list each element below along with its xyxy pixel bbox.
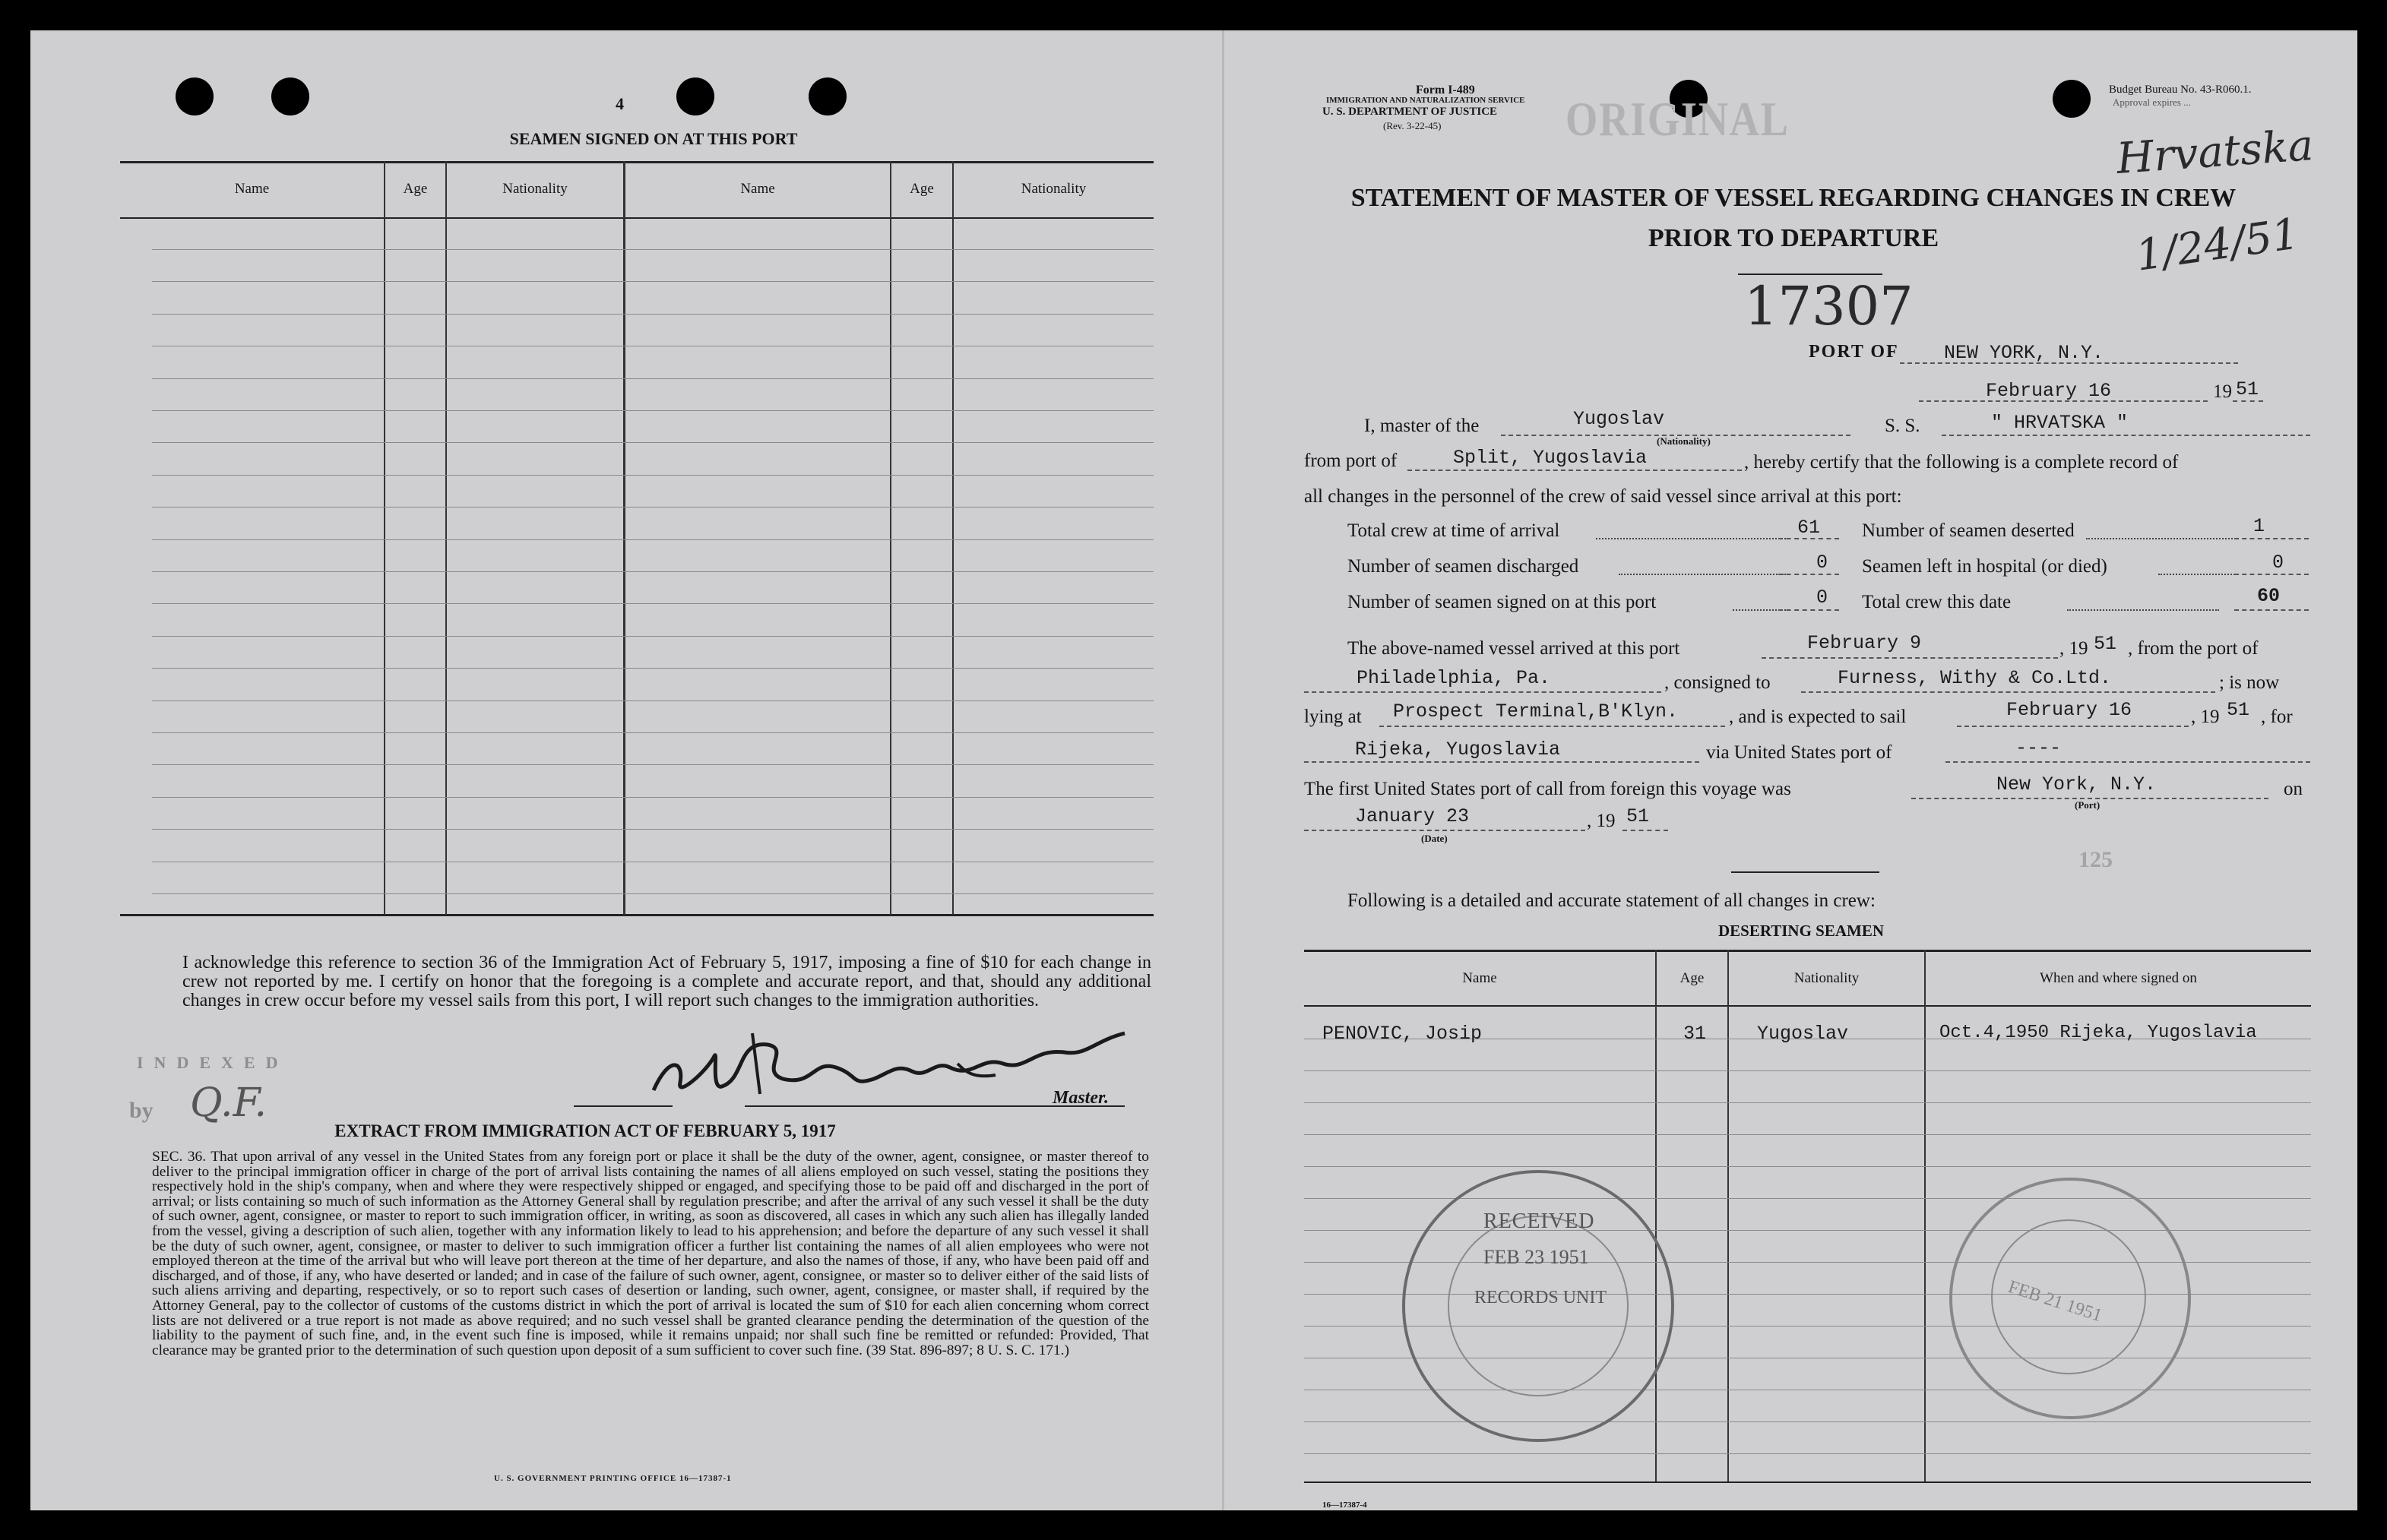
agency-line-2: U. S. DEPARTMENT OF JUSTICE	[1322, 106, 1498, 118]
table-row	[152, 603, 1154, 604]
lying-at-label: lying at	[1304, 707, 1362, 727]
table-bottom-rule	[120, 914, 1154, 916]
separator-rule	[1731, 871, 1879, 873]
stat-value-hospital: 0	[2272, 552, 2284, 574]
via-port-value: ----	[2015, 737, 2062, 759]
punch-hole	[809, 77, 847, 115]
statement-date: February 16	[1986, 380, 2112, 402]
table-row	[152, 668, 1154, 669]
all-changes-text: all changes in the personnel of the crew of said vessel since arrival at this port:	[1304, 486, 1902, 507]
approval-note: Approval expires ...	[2113, 96, 2191, 108]
from-port-value: Split, Yugoslavia	[1453, 447, 1648, 469]
column-header-age: Age	[403, 181, 428, 197]
table-row	[152, 475, 1154, 476]
from-port-label: from port of	[1304, 451, 1398, 471]
stat-leader	[1596, 538, 1786, 539]
document-scan: 4 SEAMEN SIGNED ON AT THIS PORT Name Age Nationality Name Age Nationality I acknowledge this reference to section 36 of the Immigration Act of February 5, 1917, imposing a fine of $10 for each change in crew not reported by me. I certify on honor that the foregoing is a complete and accurate report, and that, should any additional changes in crew occur before my vessel sails from this port, I will report such changes to the immigration authorities. INDEXED by Q.F. Master. EXTRACT FROM IMMIGRATION ACT OF FEBRUARY 5, 1917 SEC. 36. That upon arrival of any vessel in the United States from any foreign port or place it shall be the duty of the owner, agent, consignee, or master thereof to deliver to the principal immigration officer in charge of the port of arrival lists containing the names of all aliens employed on such vessel, stating the positions they respectively hold in the ship's company, when and where they were respectively shipped or engaged, and specifying those to be paid off and discharged in the port of arrival; or lists containing so much of such information as the Attorney General shall by regulation prescribe; and after the arrival of any such vessel it shall be the duty of such owner, agent, consignee, or master to report to such immigration officer, in writing, as soon as discovered, all cases in which any such alien has illegally landed from the vessel, giving a description of such alien, together with any information likely to lead to his apprehension; and before the departure of any such vessel it shall be the duty of such owner, agent, consignee, or master to deliver to such immigration officer a further list containing the names of all alien employees who were not employed thereon at the time of the arrival but who will leave port thereon at the time of her departure, and also the names of those, if any, who have been paid off and discharged, and of those, if any, who have deserted or landed; and in case of the failure of such owner, agent, consignee, or master so to deliver either of the said lists of such aliens arriving and departing, respectively, or so to report such cases of desertion or landing, such owner, agent, consignee, or master shall, if required by the Attorney General, pay to the collector of customs of the customs district in which the port of arrival is located the sum of $10 for each alien concerning whom correct lists are not delivered or a true report is not made as above required; and no such vessel shall be granted clearance pending the determination of the question of the liability to the payment of such fine, and, in the event such fine is imposed, while it remains unpaid; nor shall such fine be remitted or refunded: Provided, That clearance may be granted prior to the determination of such question upon deposit of a sum sufficient to cover such fine. (39 Stat. 896-897; 8 U. S. C. 171.) U. S. GOVERNMENT PRINTING OFFICE 16—17387-1 Form I-489 IMMIGRATION AND NATURALIZATION SERVICE U. S. DEPARTMENT OF JUSTICE (Rev. 3-22-45) ORIGINAL Budget Bureau No. 43-R060.1. Approval expires ... Hrvatska 1/24/51 STATEMENT OF MASTER OF VESSEL REGARDING CHANGES IN CREW PRIOR TO DEPARTURE 17307 PORT OF NEW YORK, N.Y. February 16 19 51 I, master of the Yugoslav (Nationality) S. S. " HRVATSKA " from port of Split, Yugoslavia , hereby certify that the following is a complete record of all changes in the personnel of the crew of said vessel since arrival at this port: Total crew at time of arrival 61 Number of seamen discharged 0 Number of seamen signed on at this port 0 Number of seamen deserted 1 Seamen left in hospital (or died) 0 Total crew this date 60 The above-named vessel arrived at this port February 9 , 19 51 , from the port of Philadelphia, Pa. , consigned to Furness, Withy & Co.Ltd. ; is now lying at Prospect Terminal,B'Klyn. , and is expected to sail February 16 , 19 51 , for Rijeka, Yugoslavia via United States port of ---- The first United States port of call from foreign this voyage was New York, N.Y. (Port) on January 23 (Date) , 19 51 125 Following is a detailed and accurate statement of all changes in crew: DESERTING SEAMEN Name Age Nationality When and where signed on PENOVIC, Josip 31 Yugoslav Oct.4,1950 Rijeka, Yugoslavia RECEIVED FEB 23 1951 RECORDS UNIT FEB 21 1951 16—17387-4	[30, 30, 2357, 1510]
column-header-nationality: Nationality	[1793, 970, 1860, 986]
stat-value-total-crew-arrival: 61	[1797, 517, 1821, 539]
from-port-line	[1407, 470, 1742, 471]
column-header-age: Age	[910, 181, 934, 197]
agency-line-1: IMMIGRATION AND NATURALIZATION SERVICE	[1326, 96, 1525, 105]
column-header-nationality: Nationality	[502, 181, 568, 197]
stamp-number: 125	[2078, 847, 2113, 872]
column-header-signed-on: When and where signed on	[2040, 970, 2197, 986]
first-year: 51	[1626, 805, 1650, 827]
ss-label: S. S.	[1885, 416, 1920, 436]
arrived-year: 51	[2094, 633, 2117, 655]
signature-line	[574, 1105, 673, 1107]
consigned-to-label: , consigned to	[1664, 672, 1771, 693]
column-header-name: Name	[234, 181, 270, 197]
table-row	[152, 764, 1154, 765]
stat-leader	[2067, 609, 2219, 611]
first-year-line	[1622, 830, 1668, 831]
stat-value-discharged: 0	[1816, 552, 1828, 574]
stat-value-total-crew-date: 60	[2257, 585, 2281, 607]
stat-line	[2234, 609, 2309, 611]
on-label: on	[2284, 779, 2303, 799]
table-header-rule	[1304, 1005, 2311, 1007]
table-row	[152, 700, 1154, 701]
year-prefix: 19	[1596, 811, 1616, 831]
year-line	[2233, 400, 2263, 402]
stat-label-deserted: Number of seamen deserted	[1862, 520, 2075, 541]
table-row	[152, 249, 1154, 250]
i-master-label: I, master of the	[1364, 416, 1480, 436]
punch-hole	[676, 77, 714, 115]
first-date: January 23	[1355, 805, 1470, 827]
punch-hole	[176, 77, 214, 115]
column-divider	[1924, 950, 1926, 1481]
column-divider	[384, 161, 385, 915]
statement-year: 51	[2236, 378, 2259, 400]
vessel-nationality: Yugoslav	[1573, 408, 1665, 430]
port-of-value: NEW YORK, N.Y.	[1944, 342, 2104, 364]
deserter-name: PENOVIC, Josip	[1322, 1023, 1483, 1045]
table-top-rule	[1304, 950, 2311, 952]
column-divider	[1655, 950, 1657, 1481]
stat-label-hospital: Seamen left in hospital (or died)	[1862, 556, 2107, 577]
consignee-line	[1801, 691, 2215, 693]
table-row	[152, 410, 1154, 411]
table-top-rule	[120, 161, 1154, 163]
deserter-age: 31	[1683, 1023, 1707, 1045]
indexed-by-label: by	[129, 1098, 154, 1123]
table-row-rule	[1304, 1134, 2311, 1135]
form-title-line-2: PRIOR TO DEPARTURE	[1648, 224, 1939, 252]
stat-value-deserted: 1	[2253, 515, 2265, 537]
sail-year: 51	[2227, 699, 2250, 721]
is-now-label: ; is now	[2219, 672, 2280, 693]
stat-leader	[2086, 538, 2238, 539]
master-label: Master.	[1053, 1088, 1110, 1108]
stat-label-total-crew-date: Total crew this date	[1862, 592, 2012, 612]
section-title: SEAMEN SIGNED ON AT THIS PORT	[509, 129, 798, 148]
table-row	[152, 442, 1154, 443]
table-row	[152, 571, 1154, 572]
left-footer: U. S. GOVERNMENT PRINTING OFFICE 16—17387-1	[494, 1474, 732, 1483]
lying-at-value: Prospect Terminal,B'Klyn.	[1393, 700, 1679, 723]
stamp-received-date: FEB 23 1951	[1483, 1246, 1589, 1268]
extract-body: SEC. 36. That upon arrival of any vessel in the United States from any foreign port or place it shall be the duty of the owner, agent, consignee, or master thereof to deliver to the principal immigration officer in charge of the port of arrival lists containing the names of all aliens employed on such vessel, stating the positions they respectively hold in the ship's company, when and where they were respectively shipped or engaged, and specifying those to be paid off and discharged in the port of arrival; or lists containing so much of such information as the Attorney General shall by regulation prescribe; and after the arrival of any such vessel it shall be the duty of such owner, agent, consignee, or master to report to such immigration officer, in writing, as soon as discovered, all cases in which any such alien has illegally landed from the vessel, giving a description of such alien, together with any information likely to lead to his apprehension; and before the departure of any such vessel it shall be the duty of such owner, agent, consignee, or master to deliver to such immigration officer a further list containing the names of all alien employees who were not employed thereon at the time of the arrival but who will leave port thereon at the time of her departure, and also the names of those, if any, who have been paid off and discharged, and of those, if any, who have deserted or landed; and in case of the failure of such owner, agent, consignee, or master so to deliver either of the said lists of such aliens arriving and departing, respectively, or so to report such cases of desertion or landing, such owner, agent, consignee, or master shall, if required by the Attorney General, pay to the collector of customs of the customs district in which the port of arrival is located the sum of $10 for each alien concerning whom correct lists are not delivered or a true report is not made as above required; and no such vessel shall be granted clearance pending the determination of the question of the liability to the payment of such fine, and, in the event such fine is imposed, while it remains unpaid; nor shall such fine be remitted or refunded: Provided, That clearance may be granted prior to the determination of such question upon deposit of a sum sufficient to cover such fine. (39 Stat. 896-897; 8 U. S. C. 171.)	[152, 1149, 1149, 1358]
stat-leader	[1619, 574, 1786, 575]
port-of-label: PORT OF	[1809, 342, 1899, 362]
stat-value-signed-on: 0	[1816, 587, 1828, 609]
stamp-received-text: RECEIVED	[1483, 1210, 1595, 1233]
via-port-label: via United States port of	[1706, 742, 1892, 763]
from-port-2-line	[1304, 691, 1661, 693]
form-title-line-1: STATEMENT OF MASTER OF VESSEL REGARDING CHANGES IN CREW	[1350, 184, 2237, 212]
table-row-rule	[1304, 1102, 2311, 1103]
stat-line	[1778, 609, 1839, 611]
table-row	[152, 797, 1154, 798]
stat-line	[1778, 574, 1839, 575]
stat-line	[2234, 574, 2309, 575]
table-row	[152, 314, 1154, 315]
page-number: 4	[616, 94, 624, 113]
lying-at-line	[1379, 726, 1725, 727]
destination: Rijeka, Yugoslavia	[1355, 738, 1561, 761]
nationality-caption: (Nationality)	[1657, 435, 1711, 447]
acknowledgement-text: I acknowledge this reference to section 36 of the Immigration Act of February 5, 1917, imposing a fine of $10 for each change in crew not reported by me. I certify on honor that the foregoing is a complete and accurate report, and that, should any additional changes in crew occur before my vessel sails from this port, I will report such changes to the immigration authorities.	[182, 953, 1151, 1010]
revision-date: (Rev. 3-22-45)	[1383, 120, 1442, 131]
destination-line	[1304, 761, 1699, 763]
handwritten-date: 1/24/51	[2132, 209, 2303, 281]
table-row-rule	[1304, 1070, 2311, 1071]
table-row	[152, 507, 1154, 508]
column-divider	[623, 161, 625, 915]
via-port-line	[1945, 761, 2310, 763]
from-the-port-label: , from the port of	[2128, 638, 2259, 659]
deserter-signed-on: Oct.4,1950 Rijeka, Yugoslavia	[1939, 1023, 2257, 1043]
table-row	[152, 281, 1154, 282]
column-header-name: Name	[1462, 970, 1497, 986]
year-prefix: 19	[2069, 638, 2088, 659]
stat-label-discharged: Number of seamen discharged	[1347, 556, 1579, 577]
table-header-rule	[120, 217, 1154, 219]
sail-date: February 16	[2006, 699, 2132, 721]
page-fold	[1222, 30, 1224, 1510]
stat-label-total-crew-arrival: Total crew at time of arrival	[1347, 520, 1560, 541]
column-divider	[952, 161, 954, 915]
ship-name-line	[1942, 435, 2310, 436]
indexed-initials: Q.F.	[190, 1080, 268, 1126]
expected-to-sail-label: , and is expected to sail	[1729, 707, 1907, 727]
table-row	[152, 378, 1154, 379]
form-number: Form I-489	[1416, 84, 1475, 96]
budget-bureau-number: Budget Bureau No. 43-R060.1.	[2109, 84, 2252, 96]
column-header-name: Name	[740, 181, 775, 197]
stamp-date: FEB 21 1951	[2006, 1276, 2105, 1327]
stat-label-signed-on: Number of seamen signed on at this port	[1347, 592, 1657, 612]
indexed-stamp: INDEXED	[137, 1053, 289, 1072]
first-port-label: The first United States port of call from foreign this voyage was	[1304, 779, 1791, 799]
original-stamp: ORIGINAL	[1565, 92, 1790, 146]
table-row	[152, 636, 1154, 637]
arrived-label: The above-named vessel arrived at this port	[1347, 638, 1680, 659]
handwritten-file-number: 17307	[1744, 275, 1914, 337]
date-caption: (Date)	[1421, 833, 1448, 844]
year-prefix: 19	[2213, 381, 2232, 402]
right-footer: 16—17387-4	[1322, 1500, 1367, 1510]
from-port-2: Philadelphia, Pa.	[1357, 667, 1551, 689]
table-row-rule	[1304, 1166, 2311, 1167]
table-row-rule	[1304, 1421, 2311, 1422]
table-row	[152, 539, 1154, 540]
table-row	[152, 829, 1154, 830]
deserter-nationality: Yugoslav	[1757, 1023, 1849, 1045]
handwritten-vessel-name: Hrvatska	[2115, 121, 2316, 184]
table-bottom-rule	[1304, 1481, 2311, 1483]
year-prefix: 19	[2200, 707, 2220, 727]
following-text: Following is a detailed and accurate statement of all changes in crew:	[1347, 890, 1876, 911]
stat-line	[1778, 538, 1839, 539]
sail-date-line	[1957, 726, 2189, 727]
for-label: , for	[2261, 707, 2293, 727]
ship-name: " HRVATSKA "	[1991, 412, 2129, 434]
column-header-nationality: Nationality	[1021, 181, 1087, 197]
first-port-value: New York, N.Y.	[1996, 773, 2157, 795]
column-header-age: Age	[1679, 970, 1705, 986]
punch-hole	[271, 77, 309, 115]
column-divider	[890, 161, 891, 915]
port-caption: (Port)	[2075, 799, 2100, 811]
consignee: Furness, Withy & Co.Ltd.	[1838, 667, 2112, 689]
stamp-records-unit: RECORDS UNIT	[1474, 1288, 1607, 1308]
arrived-date-line	[1762, 657, 2058, 659]
stat-leader	[2158, 574, 2238, 575]
punch-hole	[2053, 80, 2091, 118]
deserting-title: DESERTING SEAMEN	[1717, 922, 1885, 940]
certify-text: , hereby certify that the following is a complete record of	[1744, 452, 2179, 473]
extract-title: EXTRACT FROM IMMIGRATION ACT OF FEBRUARY 5, 1917	[334, 1121, 836, 1140]
table-row	[152, 893, 1154, 894]
first-date-line	[1304, 830, 1585, 831]
stat-line	[2234, 538, 2309, 539]
arrived-date: February 9	[1807, 632, 1922, 654]
column-divider	[1727, 950, 1729, 1481]
table-row-rule	[1304, 1453, 2311, 1454]
table-row	[152, 732, 1154, 733]
column-divider	[445, 161, 447, 915]
